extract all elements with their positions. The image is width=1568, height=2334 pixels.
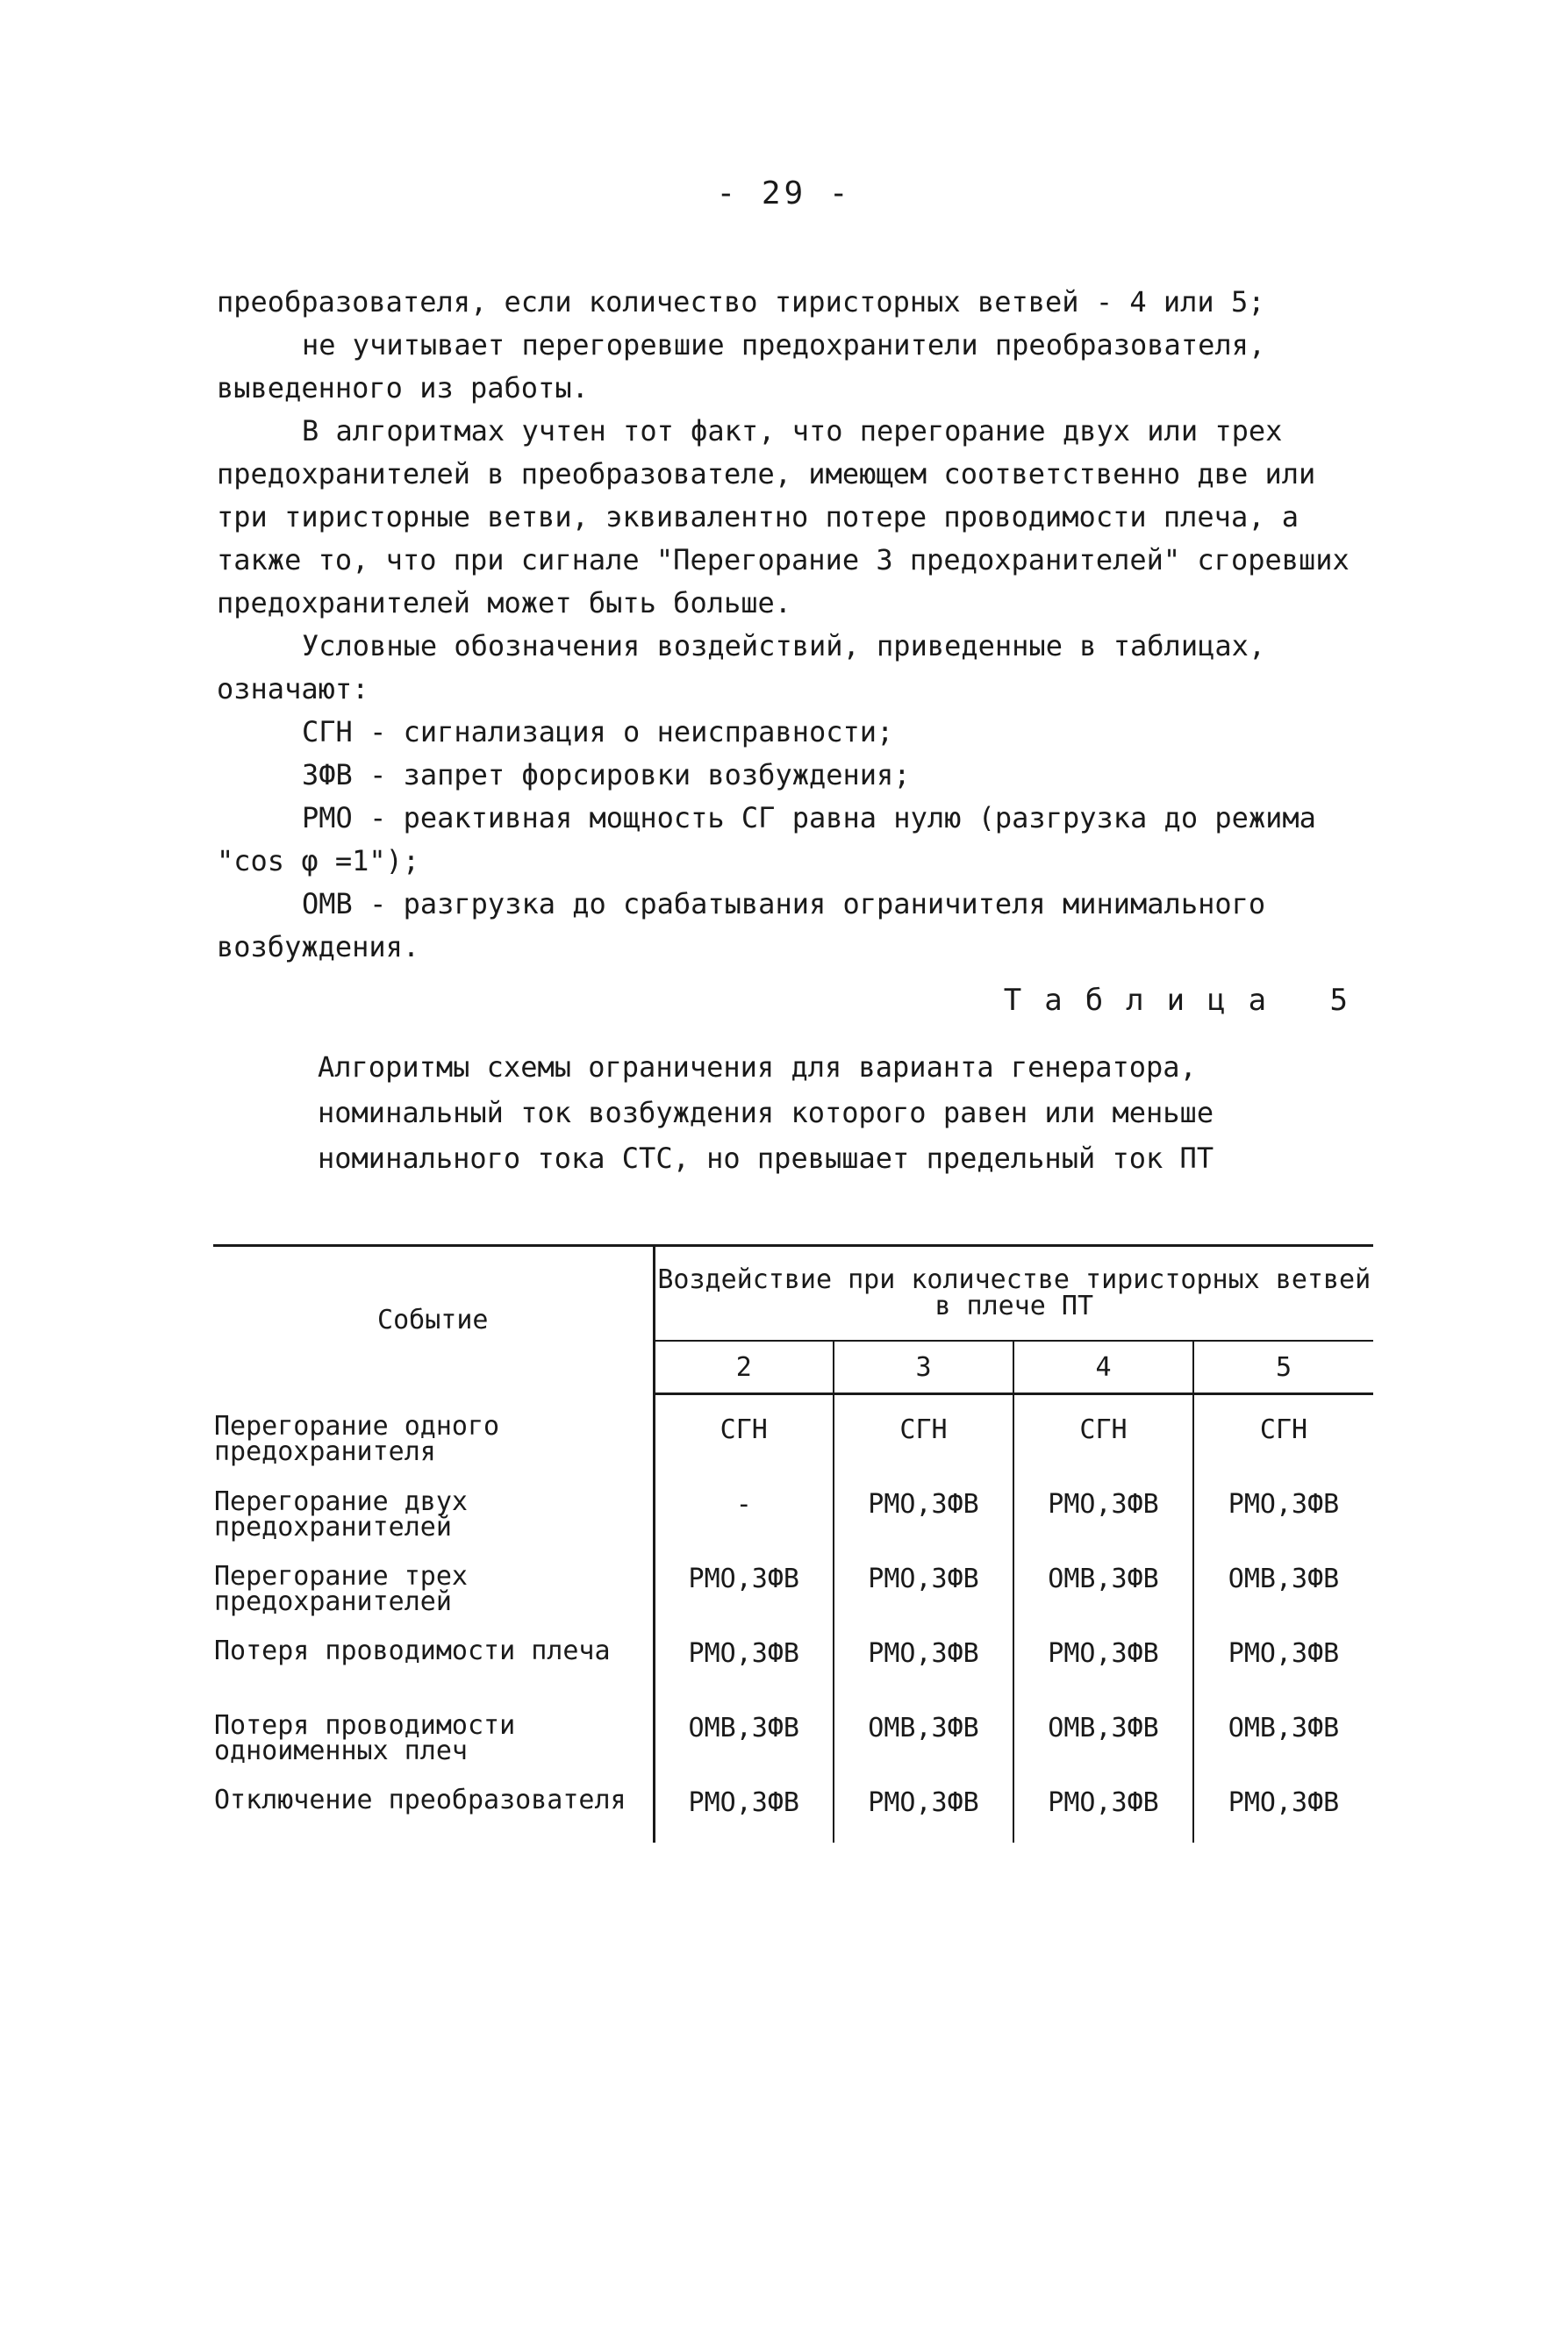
algorithm-table-container (213, 1244, 1373, 1843)
action-cell: РМО,ЗФВ (834, 1470, 1013, 1544)
action-cell: РМО,ЗФВ (834, 1619, 1013, 1693)
action-cell: РМО,ЗФВ (1013, 1619, 1193, 1693)
action-cell: СГН (654, 1394, 834, 1471)
table-row (213, 1768, 1373, 1843)
table-header-row (213, 1246, 1373, 1342)
action-cell: РМО,ЗФВ (1228, 1638, 1340, 1669)
legend-item-sgn: СГН - сигнализация о неисправности; (302, 715, 894, 748)
event-cell: Перегорание одного предохранителя (213, 1394, 654, 1471)
event-cell: Перегорание трех предохранителей (213, 1544, 654, 1619)
action-cell: ОМВ,ЗФВ (654, 1693, 834, 1768)
action-cell: РМО,ЗФВ (834, 1768, 1013, 1843)
table-label: Таблица 5 (1003, 983, 1371, 1018)
event-cell: Отключение преобразователя (213, 1768, 654, 1843)
table-row (213, 1394, 1373, 1471)
action-cell: РМО,ЗФВ (834, 1544, 1013, 1619)
header-branches-3: 3 (834, 1341, 1013, 1394)
action-cell: ОМВ,ЗФВ (1013, 1693, 1193, 1768)
paragraph-fuses: не учитывает перегоревшие предохранители преобразователя, выведенного из работы. (217, 328, 1266, 405)
header-branches-5: 5 (1193, 1341, 1373, 1394)
table-caption: Алгоритмы схемы ограничения для варианта генератора, номинальный ток возбуждения которого равен или меньше номинального тока СТС, но превышает предельный ток ПТ (318, 1050, 1214, 1175)
table-row (213, 1470, 1373, 1544)
action-cell: ОМВ,ЗФВ (1013, 1544, 1193, 1619)
action-cell: ОМВ,ЗФВ (1228, 1713, 1340, 1743)
action-cell: РМО,ЗФВ (654, 1619, 834, 1693)
action-cell: СГН (834, 1394, 1013, 1471)
action-cell: ОМВ,ЗФВ (1228, 1564, 1340, 1594)
action-cell: РМО,ЗФВ (654, 1768, 834, 1843)
action-cell: СГН (1013, 1394, 1193, 1471)
table-row (213, 1693, 1373, 1768)
header-branches-2: 2 (654, 1341, 834, 1394)
legend-item-omv: ОМВ - разгрузка до срабатывания ограничителя минимального возбуждения. (217, 887, 1266, 963)
action-cell: ОМВ,ЗФВ (834, 1693, 1013, 1768)
legend-item-zfv: ЗФВ - запрет форсировки возбуждения; (302, 758, 911, 791)
action-cell: СГН (1259, 1414, 1308, 1445)
action-cell: РМО,ЗФВ (1013, 1768, 1193, 1843)
event-cell: Потеря проводимости одноименных плеч (213, 1693, 654, 1768)
page-number: - 29 - (716, 175, 852, 211)
event-cell: Перегорание двух предохранителей (213, 1470, 654, 1544)
action-cell: РМО,ЗФВ (1228, 1489, 1340, 1520)
table-row (213, 1544, 1373, 1619)
body-text (217, 281, 1375, 969)
action-cell: РМО,ЗФВ (654, 1544, 834, 1619)
event-cell: Потеря проводимости плеча (213, 1619, 654, 1693)
header-action-group: Воздействие при количестве тиристорных ветвей в плече ПТ (654, 1246, 1373, 1342)
action-cell: - (654, 1470, 834, 1544)
paragraph-continuation: преобразователя, если количество тиристорных ветвей - 4 или 5; (217, 285, 1265, 319)
algorithm-table (213, 1244, 1373, 1843)
paragraph-algorithms: В алгоритмах учтен тот факт, что перегорание двух или трех предохранителей в преобразователе, имеющем соответственно две или три тиристорные ветви, эквивалентно потере проводимости плеча, а также то, что при сигнале "Перегорание 3 предохранителей" сгоревших предохранителей может быть больше. (217, 414, 1350, 619)
header-branches-4: 4 (1013, 1341, 1193, 1394)
paragraph-legend-intro: Условные обозначения воздействий, приведенные в таблицах, означают: (217, 629, 1266, 705)
table-row (213, 1619, 1373, 1693)
header-event: Событие (213, 1246, 654, 1394)
action-cell: РМО,ЗФВ (1013, 1470, 1193, 1544)
action-cell: РМО,ЗФВ (1228, 1787, 1340, 1818)
legend-item-rmo: РМО - реактивная мощность СГ равна нулю (разгрузка до режима "cos φ =1"); (217, 801, 1316, 877)
